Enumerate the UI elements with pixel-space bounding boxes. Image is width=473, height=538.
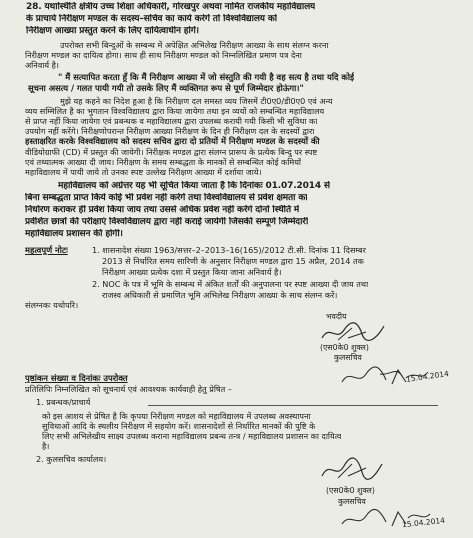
point-28-line-3: निरीक्षण आख्या प्रस्तुत करने के लिए दायित्वाधीन होगें।: [26, 26, 199, 36]
sign2-title: कुलसचिव: [338, 497, 366, 506]
item1-line-1: को इस आशय से प्रेषित है कि कृपया निरीक्षण मण्डल को महाविद्यालय में उपलब्ध अवस्थापना: [42, 411, 311, 421]
quote-line-1: " मैं सत्यापित करता हूँ कि मैं निरीक्षण आख्या में जो संस्तुति की गयी है वह सत्य है तथा यदि कोई: [58, 72, 355, 82]
item1-line-3: लिए सभी अभिलेखीय साक्ष्य उपलब्ध कराना महाविद्यालय प्रबन्ध तन्त्र / महाविद्यालय प्रशासन का दायित्व: [42, 431, 342, 441]
para2-line-4: उपयोग नहीं करेंगे। निरीक्षणोपरान्त निरीक्षण आख्या निरीक्षण के दिन ही निरीक्षण दल के सदस्यों द्वारा: [25, 126, 315, 136]
para1-line-1: उपरोक्त सभी बिन्दुओं के सम्बन्ध में अपेक्षित अभिलेख निरीक्षण आख्या के साथ संलग्न करना: [60, 40, 329, 50]
blank-fill-line: [148, 405, 438, 406]
para2-line-2: व्यय सम्मिलित है का भुगतान विश्वविद्यालय द्वारा किया जायेगा तथा इन व्ययों को सम्बन्धित महाविद्यालय: [25, 106, 325, 116]
item1-line-2: सुविधाओं आदि के स्थलीय निरीक्षण में सहयोग करें। शासनादेशों से निर्धारित मानकों की पुष्टि के: [42, 421, 316, 431]
item1-line-4: है।: [42, 441, 50, 451]
para2-line-5: हस्ताक्षरित करके विश्वविद्यालय को सदस्य सचिव द्वारा दो प्रतियों में निरीक्षण मण्डल के सदस्यों की: [25, 136, 320, 146]
quote-line-2: सूचना असत्य / गलत पायी गयी तो उसके लिए मैं व्यक्तिगत रूप से पूर्ण जिम्मेदार होऊंगा।": [28, 83, 304, 93]
enclosure-line: संलग्नकः यथोपरि।: [25, 300, 79, 310]
para3-line-3: निर्धारण कराकर ही प्रवेश किया जाय तथा उससे अधिक प्रवेश नहीं करेंगे दोनो स्थिति में: [25, 205, 300, 215]
note2-line-1: 2. NOC के पत्र में भूमि के सम्बन्ध में अंकित शर्तों की अनुपालना पर स्पष्ट आख्या दी जाय तथा: [92, 279, 369, 289]
sign1-title: कुलसचिव: [334, 353, 362, 362]
para2-line-7: एवं तथ्यात्मक आख्या दी जाय। निरीक्षण के समय सम्बद्धता के मानकों से सम्बन्धित कोई कमियाँ: [25, 157, 301, 167]
para3-line-5: महाविद्यालय प्रशासन की होगी।: [25, 229, 123, 239]
endorsement-item1-label: 1. प्रबन्धक/प्राचार्य: [36, 397, 91, 407]
para3-line-2: बिना सम्बद्धता प्राप्त किये कोई भी प्रवेश नहीं करेगें तथा विश्वविद्यालय से प्रवेश क्षमता का: [25, 193, 308, 203]
sign2-name: (एस0के0 शुक्ल): [326, 486, 375, 495]
sign1-handwritten-date: 15.04.2014: [405, 369, 450, 384]
para1-line-2: निरीक्षण मण्डल का दायित्व होगा। साथ ही साथ निरीक्षण मण्डल को निम्नलिखित प्रमाण पत्र देना: [25, 50, 302, 60]
para1-line-3: अनिवार्य है।: [25, 60, 60, 70]
point-28-line-1: 28. यथास्थिति क्षेत्रीय उच्च शिक्षा अधिकारी, गोरखपुर अथवा नामित राजकीय महाविद्यालय: [26, 2, 316, 12]
para3-line-1: महाविद्यालय को अग्रेत्तर यह भी सूचित किया जाता है कि दिनांकः 01.07.2014 से: [58, 181, 330, 191]
para2-line-8: महाविद्यालय में पायी जाये तो उनका स्पष्ट उल्लेख निरीक्षण आख्या में दर्शाया जाये।: [25, 167, 262, 177]
note2-line-2: राजस्व अधिकारी से प्रमाणित भूमि अभिलेख निरीक्षण आख्या के साथ संलग्न करें।: [102, 290, 338, 300]
para2-line-6: वीडियोग्राफी (CD) में प्रस्तुत की जायेगी। निरीक्षक मण्डल द्वारा संलग्न प्रारूप के प्रत्येक बिन्दु पर स्पष्ट: [25, 147, 318, 157]
signature-scribble-1: [318, 320, 388, 344]
para2-line-1: मुझे यह कहने का निदेश हुआ है कि निरीक्षण दल समस्त व्यय जिसमें टी0ए0/डी0ए0 एवं अन्य: [60, 96, 333, 106]
signature-scribble-2: [316, 456, 386, 482]
sign1-name: (एस0के0 शुक्ल): [320, 343, 369, 352]
endorsement-heading: पृष्ठांकन संख्या व दिनांकः उपरोक्त: [25, 373, 128, 383]
notes-heading: महत्वपूर्ण नोटः: [25, 245, 68, 255]
sign2-handwritten-date: 15.04.2014: [401, 515, 446, 530]
endorsement-intro: प्रतिलिपिः निम्नलिखित को सूचनार्थ एवं आवश्यक कार्यवाही हेतु प्रेषित –: [25, 384, 232, 394]
note1-line-3: निरीक्षण आख्या प्रत्येक दशा में प्रस्तुत किया जाना अनिवार्य है।: [102, 267, 282, 277]
para2-line-3: से प्राप्त नहीं किया जायेगा एवं प्रबन्धक व महाविद्यालय द्वारा उपलब्ध करायी गयी किसी भी सुविधा का: [25, 116, 318, 126]
handwritten-initials-2: [338, 504, 468, 534]
closing-bhavdiya: भवदीय: [326, 312, 347, 321]
note1-line-1: 1. शासनादेश संख्या 1963/सत्तर–2–2013–16(165)/2012 टी.सी. दिनांक 11 दिसम्बर: [92, 245, 366, 255]
endorsement-item2: 2. कुलसचिव कार्यालय।: [36, 454, 107, 464]
para3-line-4: प्रवेशित छात्रों की परीक्षाएं विश्वविद्यालय द्वारा नहीं कराई जायेगी जिसकी सम्पूर्ण जिम्मेदारी: [25, 217, 309, 227]
point-28-line-2: के प्राचार्य निरीक्षण मण्डल के सदस्य–सचिव का कार्य करेगें तो विश्वविद्यालय को: [26, 14, 277, 24]
note1-line-2: 2013 से निर्धारित समय सारिणी के अनुसार निरीक्षण मण्डल द्वारा 15 अप्रैल, 2014 तक: [102, 256, 364, 266]
